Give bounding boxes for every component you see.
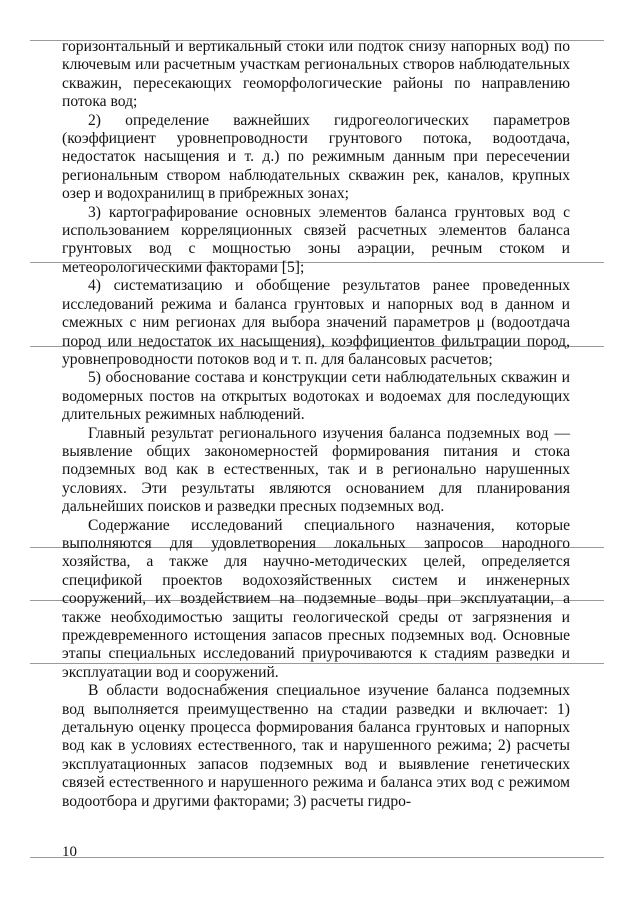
paragraph-item-2: 2) определение важнейших гидрогеологических параметров (коэффициент уровнепроводности грунтового потока, водоотдача, недостаток насыщения и т. д.) по режимным данным при пересечении региональным створом наблюдательных скважин рек, каналов, крупных озер и водохранилищ в прибрежных зонах; — [62, 111, 570, 203]
paragraph-main-result: Главный результат регионального изучения баланса подземных вод — выявление общих закономерностей формирования питания и стока подземных вод как в естественных, так и в регионально нарушенных условиях. Эти результаты являются основанием для планирования дальнейших поисков и разведки пресных подземных вод. — [62, 424, 570, 516]
scan-line — [30, 857, 604, 858]
paragraph-water-supply: В области водоснабжения специальное изучение баланса подземных вод выполняется преимущественно на стадии разведки и включает: 1) детальную оценку процесса формирования баланса грунтовых и напорных вод как в условиях естественного, так и нарушенного режима; 2) расчеты эксплуатационных запасов подземных вод и выявление генетических связей естественного и нарушенного режима и баланса этих вод с режимом водоотбора и другими факторами; 3) расчеты гидро- — [62, 682, 570, 810]
paragraph-item-5: 5) обоснование состава и конструкции сети наблюдательных скважин и водомерных постов на открытых водотоках и водоемах для последующих длительных режимных наблюдений. — [62, 369, 570, 424]
paragraph-special-studies: Содержание исследований специального назначения, которые выполняются для удовлетворения локальных запросов народного хозяйства, а также для научно-методических целей, определяется спецификой проектов водохозяйственных систем и инженерных сооружений, их воздействием на подземные воды при эксплуатации, а также необходимостью защиты геологической среды от загрязнения и преждевременного истощения запасов пресных подземных вод. Основные этапы специальных исследований приурочиваются к стадиям разведки и эксплуатации вод и сооружений. — [62, 516, 570, 681]
paragraph-item-4: 4) систематизацию и обобщение результатов ранее проведенных исследований режима и баланса грунтовых и напорных вод в данном и смежных с ним регионах для выбора значений параметров μ (водоотдача пород или недостаток их насыщения), коэффициентов фильтрации пород, уровнепроводности потоков вод и т. п. для балансовых расчетов; — [62, 277, 570, 368]
page-number: 10 — [62, 844, 77, 860]
paragraph-item-3: 3) картографирование основных элементов баланса грунтовых вод с использованием корреляционных связей расчетных элементов баланса грунтовых вод с мощностью зоны аэрации, речным стоком и метеорологическими факторами [5]; — [62, 203, 570, 276]
paragraph-continuation: горизонтальный и вертикальный стоки или подток снизу напорных вод) по ключевым или расчетным участкам региональных створов наблюдательных скважин, пересекающих геоморфологические районы по направлению потока вод; — [62, 38, 570, 111]
body-text — [62, 38, 570, 811]
